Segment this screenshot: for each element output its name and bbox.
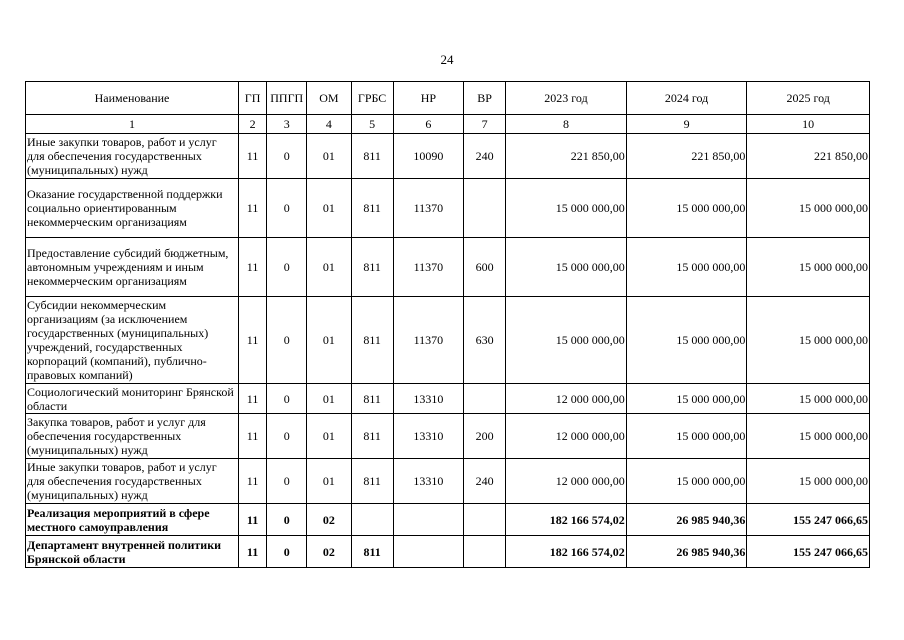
row-2025: 155 247 066,65 xyxy=(747,536,870,568)
row-ppgp: 0 xyxy=(267,238,307,297)
budget-table xyxy=(25,81,870,568)
row-om: 01 xyxy=(307,414,351,459)
row-2024: 26 985 940,36 xyxy=(626,504,747,536)
header-nr: НР xyxy=(393,82,463,115)
row-2024: 15 000 000,00 xyxy=(626,384,747,414)
row-2023: 12 000 000,00 xyxy=(506,459,627,504)
row-ppgp: 0 xyxy=(267,536,307,568)
row-2023: 221 850,00 xyxy=(506,134,627,179)
row-ppgp: 0 xyxy=(267,414,307,459)
row-2024: 15 000 000,00 xyxy=(626,238,747,297)
row-name: Департамент внутренней политики Брянской области xyxy=(26,536,239,568)
row-2023: 182 166 574,02 xyxy=(506,504,627,536)
row-vr xyxy=(464,504,506,536)
row-2024: 15 000 000,00 xyxy=(626,297,747,384)
header-gp: ГП xyxy=(239,82,267,115)
table-row xyxy=(26,297,870,384)
row-2025: 15 000 000,00 xyxy=(747,238,870,297)
row-om: 01 xyxy=(307,384,351,414)
column-number: 4 xyxy=(307,115,351,134)
column-number-row xyxy=(26,115,870,134)
row-grbs xyxy=(351,504,393,536)
table-row xyxy=(26,384,870,414)
row-2025: 15 000 000,00 xyxy=(747,179,870,238)
row-ppgp: 0 xyxy=(267,134,307,179)
row-grbs: 811 xyxy=(351,297,393,384)
table-body xyxy=(26,134,870,568)
row-2025: 221 850,00 xyxy=(747,134,870,179)
column-number: 2 xyxy=(239,115,267,134)
row-gp: 11 xyxy=(239,179,267,238)
row-name: Оказание государственной поддержки социально ориентированным некоммерческим организациям xyxy=(26,179,239,238)
header-2025: 2025 год xyxy=(747,82,870,115)
row-nr: 10090 xyxy=(393,134,463,179)
header-name: Наименование xyxy=(26,82,239,115)
row-nr xyxy=(393,504,463,536)
row-gp: 11 xyxy=(239,504,267,536)
row-nr: 11370 xyxy=(393,179,463,238)
row-ppgp: 0 xyxy=(267,459,307,504)
row-name: Предоставление субсидий бюджетным, автономным учреждениям и иным некоммерческим организациям xyxy=(26,238,239,297)
row-vr xyxy=(464,536,506,568)
row-nr: 11370 xyxy=(393,238,463,297)
row-gp: 11 xyxy=(239,414,267,459)
row-name: Реализация мероприятий в сфере местного самоуправления xyxy=(26,504,239,536)
row-nr xyxy=(393,536,463,568)
row-name: Иные закупки товаров, работ и услуг для обеспечения государственных (муниципальных) нужд xyxy=(26,459,239,504)
row-2023: 15 000 000,00 xyxy=(506,179,627,238)
row-2023: 12 000 000,00 xyxy=(506,384,627,414)
column-number: 6 xyxy=(393,115,463,134)
row-2025: 15 000 000,00 xyxy=(747,297,870,384)
row-ppgp: 0 xyxy=(267,384,307,414)
row-vr: 200 xyxy=(464,414,506,459)
row-2025: 15 000 000,00 xyxy=(747,459,870,504)
row-nr: 13310 xyxy=(393,384,463,414)
row-vr xyxy=(464,384,506,414)
table-row-subtotal xyxy=(26,536,870,568)
row-vr xyxy=(464,179,506,238)
row-nr: 13310 xyxy=(393,459,463,504)
row-2023: 15 000 000,00 xyxy=(506,297,627,384)
row-2025: 15 000 000,00 xyxy=(747,384,870,414)
table-row xyxy=(26,134,870,179)
table-row-subtotal xyxy=(26,504,870,536)
row-vr: 600 xyxy=(464,238,506,297)
header-2024: 2024 год xyxy=(626,82,747,115)
row-gp: 11 xyxy=(239,536,267,568)
row-ppgp: 0 xyxy=(267,504,307,536)
column-number: 7 xyxy=(464,115,506,134)
row-name: Закупка товаров, работ и услуг для обеспечения государственных (муниципальных) нужд xyxy=(26,414,239,459)
row-gp: 11 xyxy=(239,238,267,297)
row-grbs: 811 xyxy=(351,134,393,179)
row-2023: 12 000 000,00 xyxy=(506,414,627,459)
table-row xyxy=(26,459,870,504)
column-number: 10 xyxy=(747,115,870,134)
row-grbs: 811 xyxy=(351,179,393,238)
row-2024: 15 000 000,00 xyxy=(626,414,747,459)
row-vr: 240 xyxy=(464,459,506,504)
header-row xyxy=(26,82,870,115)
row-gp: 11 xyxy=(239,134,267,179)
row-om: 01 xyxy=(307,297,351,384)
header-2023: 2023 год xyxy=(506,82,627,115)
row-vr: 240 xyxy=(464,134,506,179)
row-ppgp: 0 xyxy=(267,179,307,238)
header-om: ОМ xyxy=(307,82,351,115)
column-number: 1 xyxy=(26,115,239,134)
row-name: Социологический мониторинг Брянской области xyxy=(26,384,239,414)
row-nr: 11370 xyxy=(393,297,463,384)
row-2024: 26 985 940,36 xyxy=(626,536,747,568)
table-row xyxy=(26,238,870,297)
row-2023: 15 000 000,00 xyxy=(506,238,627,297)
header-grbs: ГРБС xyxy=(351,82,393,115)
row-vr: 630 xyxy=(464,297,506,384)
row-gp: 11 xyxy=(239,459,267,504)
table-row xyxy=(26,179,870,238)
row-2024: 221 850,00 xyxy=(626,134,747,179)
row-om: 01 xyxy=(307,238,351,297)
row-name: Иные закупки товаров, работ и услуг для обеспечения государственных (муниципальных) нужд xyxy=(26,134,239,179)
row-2025: 155 247 066,65 xyxy=(747,504,870,536)
row-ppgp: 0 xyxy=(267,297,307,384)
row-grbs: 811 xyxy=(351,384,393,414)
row-2024: 15 000 000,00 xyxy=(626,179,747,238)
table-row xyxy=(26,414,870,459)
row-om: 02 xyxy=(307,536,351,568)
row-grbs: 811 xyxy=(351,459,393,504)
column-number: 5 xyxy=(351,115,393,134)
column-number: 8 xyxy=(506,115,627,134)
row-grbs: 811 xyxy=(351,536,393,568)
row-grbs: 811 xyxy=(351,238,393,297)
row-om: 01 xyxy=(307,134,351,179)
page-number: 24 xyxy=(440,52,454,67)
row-grbs: 811 xyxy=(351,414,393,459)
row-om: 01 xyxy=(307,179,351,238)
row-gp: 11 xyxy=(239,297,267,384)
header-ppgp: ППГП xyxy=(267,82,307,115)
row-om: 02 xyxy=(307,504,351,536)
column-number: 3 xyxy=(267,115,307,134)
row-om: 01 xyxy=(307,459,351,504)
row-2024: 15 000 000,00 xyxy=(626,459,747,504)
row-nr: 13310 xyxy=(393,414,463,459)
row-2025: 15 000 000,00 xyxy=(747,414,870,459)
row-gp: 11 xyxy=(239,384,267,414)
column-number: 9 xyxy=(626,115,747,134)
row-name: Субсидии некоммерческим организациям (за исключением государственных (муниципальных) учреждений, государственных корпораций (компаний), публично-правовых компаний) xyxy=(26,297,239,384)
row-2023: 182 166 574,02 xyxy=(506,536,627,568)
header-vr: ВР xyxy=(464,82,506,115)
